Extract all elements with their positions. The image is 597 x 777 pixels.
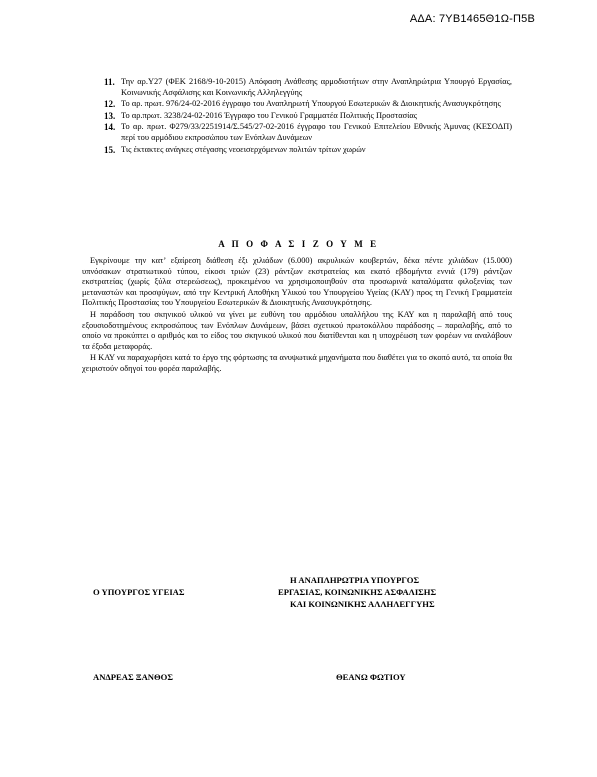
signatory-title-right-3: ΚΑΙ ΚΟΙΝΩΝΙΚΗΣ ΑΛΛΗΛΕΓΓΥΗΣ: [290, 599, 435, 609]
item-text: Το αρ. πρωτ. 976/24-02-2016 έγγραφο του Αναπληρωτή Υπουργού Εσωτερικών & Διοικητικής Ανασυγκρότησης: [121, 99, 501, 109]
consideration-item: [104, 145, 512, 156]
signatory-title-left: Ο ΥΠΟΥΡΓΟΣ ΥΓΕΙΑΣ: [93, 587, 185, 597]
signatory-title-right-1: Η ΑΝΑΠΛΗΡΩΤΡΙΑ ΥΠΟΥΡΓΟΣ: [290, 575, 420, 585]
consideration-item: [104, 77, 512, 98]
item-text: Τις έκτακτες ανάγκες στέγασης νεοεισερχόμενων πολιτών τρίτων χωρών: [121, 144, 366, 154]
ada-code: ΑΔΑ: 7ΥΒ1465Θ1Ω-Π5Β: [409, 13, 535, 25]
considerations-list: [104, 77, 512, 156]
item-text: Το αρ. πρωτ. Φ279/33/2251914/Σ.545/27-02-2016 έγγραφο του Γενικού Επιτελείου Εθνικής Άμυνας (ΚΕΣΟΔΠ) περί του αρμόδιου εκπροσώπου των Ενόπλων Δυνάμεων: [121, 122, 512, 142]
signatory-name-left: ΑΝΔΡΕΑΣ ΞΑΝΘΟΣ: [93, 672, 173, 682]
item-number: 12.: [104, 99, 116, 110]
decision-paragraph: Η παράδοση του σκηνικού υλικού να γίνει με ευθύνη του αρμόδιου υπαλλήλου της ΚΑΥ και η παραλαβή από τους εξουσιοδοτημένους εκπροσώπους των Ενόπλων Δυνάμεων, βάσει σχετικού πρωτοκόλλου παράδοσης – παραλαβής, από το οποίο να προκύπτει ο αριθμός και το είδος του σκηνικού υλικού που διατίθενται και η υποχρέωση των φορέων να αναλάβουν τα έξοδα μεταφοράς.: [82, 309, 512, 351]
item-number: 14.: [104, 122, 116, 133]
item-text: Την αρ.Υ27 (ΦΕΚ 2168/9-10-2015) Απόφαση Ανάθεσης αρμοδιοτήτων στην Αναπληρώτρια Υπουργό Εργασίας, Κοινωνικής Ασφάλισης και Κοινωνικής Αλληλεγγύης: [121, 77, 512, 97]
item-number: 11.: [104, 77, 115, 87]
decision-paragraph: Η ΚΑΥ να παραχωρήσει κατά το έργο της φόρτωσης τα ανυψωτικά μηχανήματα που διαθέτει για το σκοπό αυτό, τα οποία θα χειριστούν οδηγοί του φορέα παραλαβής.: [82, 353, 512, 373]
item-number: 13.: [104, 110, 116, 121]
signatory-name-right: ΘΕΑΝΩ ΦΩΤΙΟΥ: [336, 672, 406, 682]
consideration-item: [104, 122, 512, 143]
signatory-title-right-2: ΕΡΓΑΣΙΑΣ, ΚΟΙΝΩΝΙΚΗΣ ΑΣΦΑΛΙΣΗΣ: [278, 587, 437, 597]
decision-heading: Α Π Ο Φ Α Σ Ι Ζ Ο Υ Μ Ε: [218, 239, 379, 249]
consideration-item: [104, 111, 512, 122]
decision-paragraph: Εγκρίνουμε την κατ’ εξαίρεση διάθεση έξι χιλιάδων (6.000) ακρυλικών κουβερτών, δέκα πέντε χιλιάδων (15.000) υπνόσακων στρατιωτικού τύπου, είκοσι τριών (23) ράντζων εκστρατείας και εκατό εβδομήντα εννιά (179) ράντζων εκστρατείας (χωρίς ξύλα στερεώσεως), προκειμένου να χρησιμοποιηθούν στα προσωρινά καταλύματα φιλοξενίας των μεταναστών και προσφύγων, από την Κεντρική Αποθήκη Υλικού του Υπουργείου Υγείας (ΚΑΥ) προς τη Γενική Γραμματεία Πολιτικής Προστασίας του Υπουργείου Εσωτερικών & Διοικητικής Ανασυγκρότησης.: [82, 256, 512, 308]
item-text: Το αρ.πρωτ. 3238/24-02-2016 Έγγραφο του Γενικού Γραμματέα Πολιτικής Προστασίας: [121, 110, 418, 120]
decision-body: [82, 256, 512, 376]
consideration-item: [104, 99, 512, 110]
item-number: 15.: [104, 144, 116, 155]
